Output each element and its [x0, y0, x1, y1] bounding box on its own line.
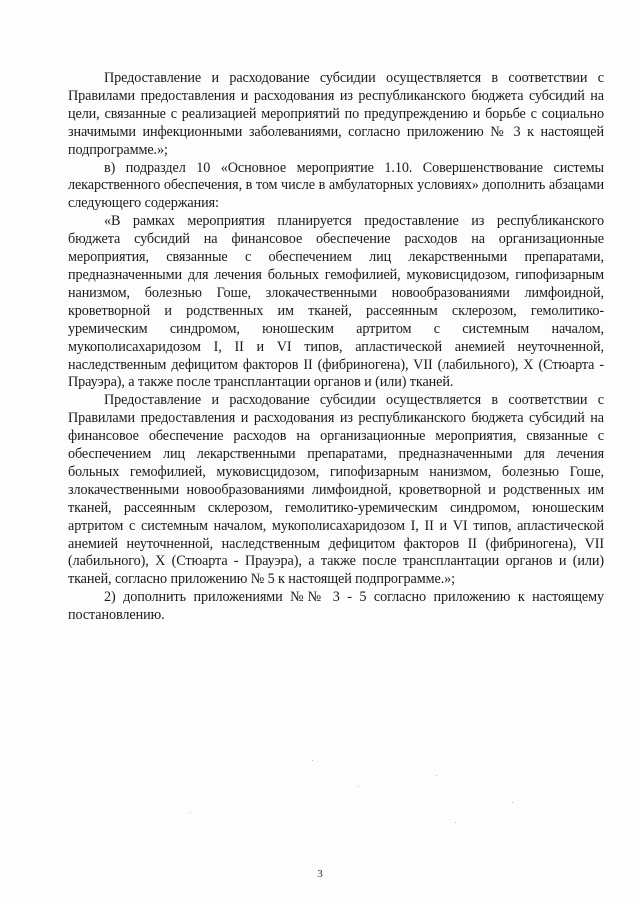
- scan-speck: [358, 786, 359, 787]
- scan-speck: [455, 822, 456, 823]
- paragraph-subsection-10: в) подраздел 10 «Основное мероприятие 1.10. Совершенствование системы лекарственного обеспечения, в том числе в амбулаторных условиях» дополнить абзацами следующего содержания:: [68, 159, 604, 212]
- scan-speck: [312, 760, 313, 761]
- scan-speck: [190, 812, 191, 813]
- scan-speck: [512, 802, 513, 803]
- document-body: [68, 70, 604, 625]
- paragraph-measure-description: «В рамках мероприятия планируется предоставление из республиканского бюджета субсидий на финансовое обеспечение расходов на организационные мероприятия, связанные с обеспечением лиц лекарственными препаратами, предназначенными для лечения больных гемофилией, муковисцидозом, гипофизарным нанизмом, болезнью Гоше, злокачественными новообразованиями лимфоидной, кроветворной и родственных им тканей, рассеянным склерозом, гемолитико-уремическим синдромом, юношеским артритом с системным началом, мукополисахаридозом I, II и VI типов, апластической анемией неуточненной, наследственным дефицитом факторов II (фибриногена), VII (лабильного), X (Стюарта - Прауэра), а также после трансплантации органов и (или) тканей.: [68, 213, 604, 391]
- paragraph-subsidy-rules-1: Предоставление и расходование субсидии осуществляется в соответствии с Правилами предоставления и расходования из республиканского бюджета субсидий на цели, связанные с реализацией мероприятий по предупреждению и борьбе с социально значимыми инфекционными заболеваниями, согласно приложению № 3 к настоящей подпрограмме.»;: [68, 70, 604, 158]
- page-number: 3: [317, 868, 323, 880]
- scan-speck: [436, 775, 437, 776]
- paragraph-subsidy-rules-2: Предоставление и расходование субсидии осуществляется в соответствии с Правилами предоставления и расходования из республиканского бюджета субсидий на финансовое обеспечение расходов на организационные мероприятия, связанные с обеспечением лиц лекарственными препаратами, предназначенными для лечения больных гемофилией, муковисцидозом, гипофизарным нанизмом, болезнью Гоше, злокачественными новообразованиями лимфоидной, кроветворной и родственных им тканей, рассеянным склерозом, гемолитико-уремическим синдромом, юношеским артритом с системным началом, мукополисахаридозом I, II и VI типов, апластической анемией неуточненной, наследственным дефицитом факторов II (фибриногена), VII (лабильного), X (Стюарта - Прауэра), а также после трансплантации органов и (или) тканей, согласно приложению № 5 к настоящей подпрограмме.»;: [68, 392, 604, 588]
- paragraph-annex-addition: 2) дополнить приложениями №№ 3 - 5 согласно приложению к настоящему постановлению.: [68, 589, 604, 624]
